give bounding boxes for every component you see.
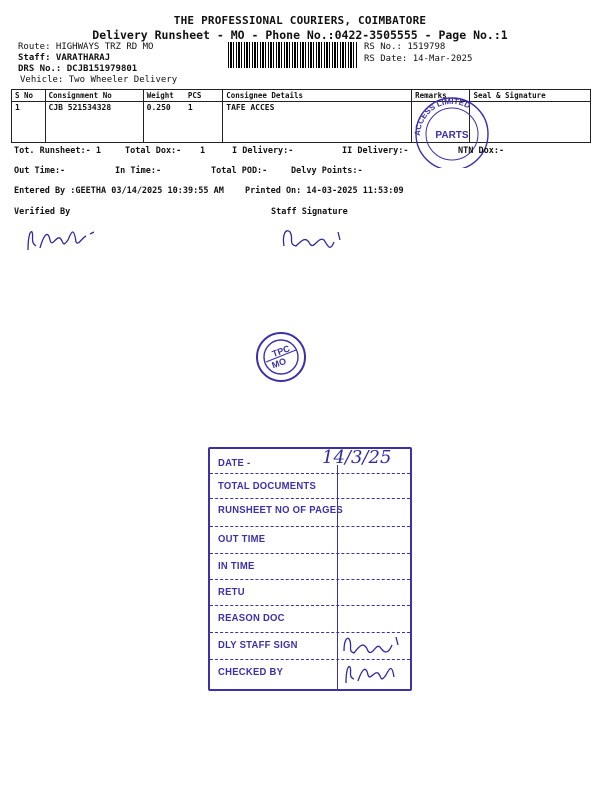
verified-by-label: Verified By [14, 207, 71, 217]
company-title: THE PROFESSIONAL COURIERS, COIMBATORE [173, 14, 427, 27]
runsheet-title: Delivery Runsheet - MO - Phone No.:0422-3505555 - Page No.:1 [92, 28, 508, 42]
printed-on: Printed On: 14-03-2025 11:53:09 [245, 186, 404, 196]
seal-top-text: ACCESS LIMITED [412, 96, 472, 137]
checklist-stamp [208, 447, 412, 691]
stamp-row-line [210, 579, 410, 580]
stamp-row-line [210, 553, 410, 554]
col-consignee: Consignee Details [223, 90, 412, 102]
stamp-total-documents: TOTAL DOCUMENTS [218, 480, 317, 492]
rs-no-text: RS No.: 1519798 [364, 42, 446, 52]
stamp-checked-signature [340, 657, 406, 687]
staff-text: Staff: VARATHARAJ [18, 53, 111, 63]
total-dox-label: Total Dox:- [125, 146, 182, 156]
col-seal: Seal & Signature [470, 90, 591, 102]
total-dox-value: 1 [200, 146, 206, 156]
out-time: Out Time:- [14, 166, 66, 176]
company-seal-stamp [400, 88, 500, 168]
col-sno: S No [12, 90, 46, 102]
stamp-row-line [210, 473, 410, 474]
verified-by-signature [20, 220, 110, 260]
staff-signature-mark [278, 222, 358, 262]
tot-runsheet: Tot. Runsheet:- 1 [14, 146, 101, 156]
col-weight: Weight [143, 90, 185, 102]
cell-consignment: CJB 521534328 [45, 102, 143, 143]
delvy-points: Delvy Points:- [291, 166, 363, 176]
staff-signature-label: Staff Signature [271, 207, 348, 217]
stamp-runsheet-pages: RUNSHEET NO OF PAGES [218, 504, 343, 516]
stamp-reason-doc: REASON DOC [218, 612, 285, 624]
col-consignment: Consignment No [45, 90, 143, 102]
in-time: In Time:- [115, 166, 162, 176]
cell-pcs: 1 [185, 102, 223, 143]
stamp-in-time: IN TIME [218, 560, 255, 572]
rs-date-text: RS Date: 14-Mar-2025 [364, 54, 473, 64]
drs-text: DRS No.: DCJB151979801 [18, 64, 138, 74]
total-pod: Total POD:- [211, 166, 268, 176]
table-row [12, 102, 591, 143]
route-text: Route: HIGHWAYS TRZ RD MO [18, 42, 154, 52]
cell-sno: 1 [12, 102, 46, 143]
stamp-row-line [210, 526, 410, 527]
cell-consignee: TAFE ACCES [223, 102, 412, 143]
ntn-dox: NTN Dox:- [458, 146, 505, 156]
barcode [228, 42, 358, 68]
stamp-date-value: 14/3/25 [322, 447, 392, 468]
i-delivery: I Delivery:- [232, 146, 294, 156]
col-pcs: PCS [185, 90, 223, 102]
stamp-date-label: DATE - [218, 457, 251, 469]
table-header-row [12, 90, 591, 102]
runsheet-table [11, 89, 591, 143]
ii-delivery: II Delivery:- [342, 146, 409, 156]
stamp-dly-staff-sign: DLY STAFF SIGN [218, 639, 298, 651]
vehicle-text: Vehicle: Two Wheeler Delivery [20, 75, 178, 85]
stamp-returns: RETU [218, 586, 245, 598]
cell-weight: 0.250 [143, 102, 185, 143]
col-remarks: Remarks [412, 90, 470, 102]
stamp-row-line [210, 605, 410, 606]
stamp-checked-by: CHECKED BY [218, 666, 284, 678]
tpc-mo-stamp [254, 330, 308, 384]
mo-text: MO [270, 356, 288, 371]
tpc-text: TPC [270, 343, 292, 359]
entered-by: Entered By :GEETHA 03/14/2025 10:39:55 AM [14, 186, 224, 196]
seal-center-text: PARTS [435, 130, 469, 141]
stamp-row-line [210, 498, 410, 499]
stamp-out-time: OUT TIME [218, 533, 266, 545]
